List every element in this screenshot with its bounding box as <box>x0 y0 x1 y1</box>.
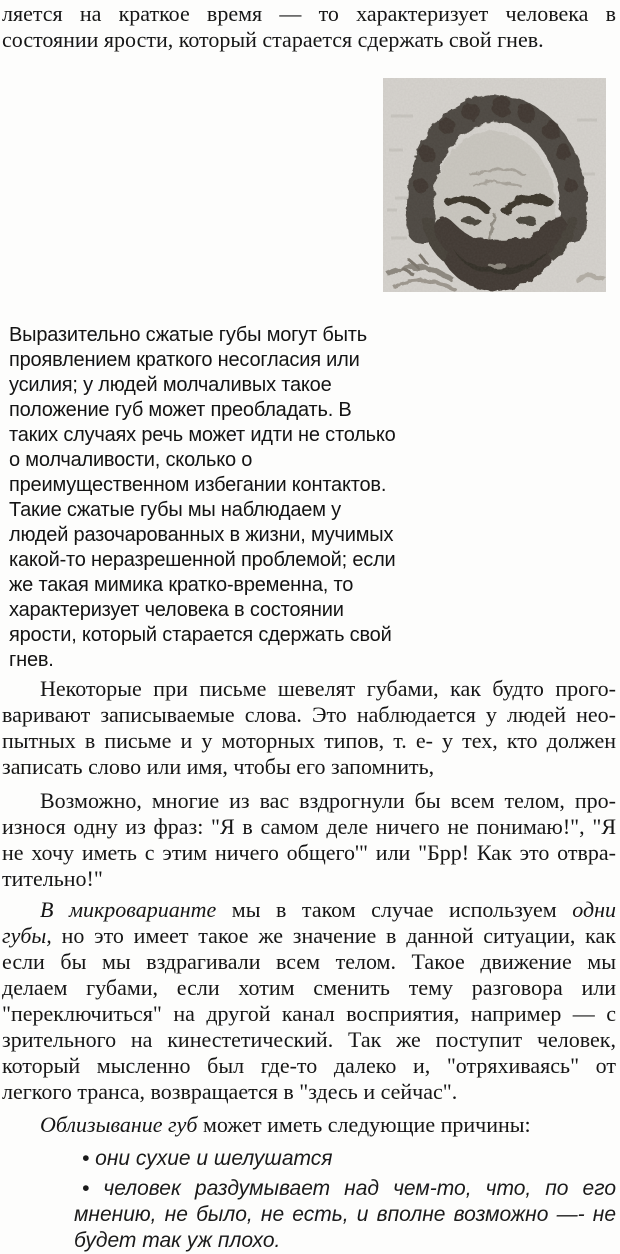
text-line: Облизывание губ может иметь следующие причины: <box>40 1112 531 1137</box>
text-line: Возможно, многие из вас вздрогнули бы всем телом, про- <box>40 788 616 813</box>
text-line: характеризует человека в состоянии <box>9 599 344 621</box>
bullet-item-dry-lips <box>74 1146 616 1172</box>
text-line: Такие сжатые губы мы наблюдаем у <box>9 499 341 521</box>
text-line: ляется на краткое время — то характеризует человека в <box>2 1 616 26</box>
paragraph-microvariant <box>2 897 616 1105</box>
text-line: "переключиться" на другой канал восприятия, например — с <box>2 1001 616 1026</box>
text-line: если бы мы вздрагивали всем телом. Такое движение мы <box>2 949 616 974</box>
text-line: записать слово или имя, чтобы его запомнить, <box>2 754 435 779</box>
text-line: износя одну из фраз: "Я в самом деле ничего не понимаю!", "Я <box>2 814 616 839</box>
text-line: зрительного на кинестетический. Так же поступит человек, <box>2 1027 616 1052</box>
text-line: • они сухие и шелушатся <box>82 1147 333 1170</box>
text-line: состоянии ярости, который старается сдержать свой гнев. <box>2 27 544 52</box>
body-text <box>2 676 616 1254</box>
text-line: не хочу иметь с этим ничего общего'" или "Брр! Как это отвра- <box>2 840 616 865</box>
text-line: мнению, не было, не есть, и вполне возможно —- не <box>74 1203 616 1226</box>
portrait-figure <box>383 78 606 292</box>
text-line: легкого транса, возвращается в "здесь и сейчас". <box>2 1079 458 1104</box>
text-line: же такая мимика кратко-временна, то <box>9 574 354 596</box>
figure-caption <box>9 323 396 673</box>
text-line: который мысленно был где-то далеко и, "отряхиваясь" от <box>2 1053 616 1078</box>
text-line: какой-то неразрешенной проблемой; если <box>9 549 396 571</box>
text-line: варивают записываемые слова. Это наблюдается у людей нео- <box>2 702 616 727</box>
text-line: проявлением краткого несогласия или <box>9 349 360 371</box>
text-line: • человек раздумывает над чем-то, что, по его <box>82 1177 616 1200</box>
text-line: Некоторые при письме шевелят губами, как будто прого- <box>40 676 616 701</box>
bullet-item-pondering <box>74 1176 616 1254</box>
text-line: преимущественном избегании контактов. <box>9 474 387 496</box>
bullet-list <box>74 1146 616 1254</box>
text-line: людей разочарованных в жизни, мучимых <box>9 524 394 546</box>
text-line: тительно!" <box>2 866 103 891</box>
text-line: будет так уж плохо. <box>74 1229 281 1252</box>
text-line: В микроварианте мы в таком случае используем одни <box>40 897 616 922</box>
text-line: делаем губами, если хотим сменить тему разговора или <box>2 975 616 1000</box>
text-line: губы, но это имеет такое же значение в данной ситуации, как <box>2 923 616 948</box>
text-line: гнев. <box>9 649 54 671</box>
text-line: Выразительно сжатые губы могут быть <box>9 324 367 346</box>
scan-grain-overlay <box>383 78 606 292</box>
paragraph-lip-licking-lead <box>2 1112 616 1138</box>
text-line: о молчаливости, сколько о <box>9 449 253 471</box>
text-line: положение губ может преобладать. В <box>9 399 352 421</box>
text-line: таких случаях речь может идти не столько <box>9 424 396 446</box>
intro-paragraph-continuation <box>2 1 616 53</box>
text-line: ярости, который старается сдержать свой <box>9 624 392 646</box>
portrait-image <box>383 78 606 292</box>
text-line: усилия; у людей молчаливых такое <box>9 374 332 396</box>
text-line: пытных в письме и у моторных типов, т. е- у тех, кто должен <box>2 728 616 753</box>
paragraph-phrases <box>2 788 616 892</box>
paragraph-writing-lips <box>2 676 616 780</box>
